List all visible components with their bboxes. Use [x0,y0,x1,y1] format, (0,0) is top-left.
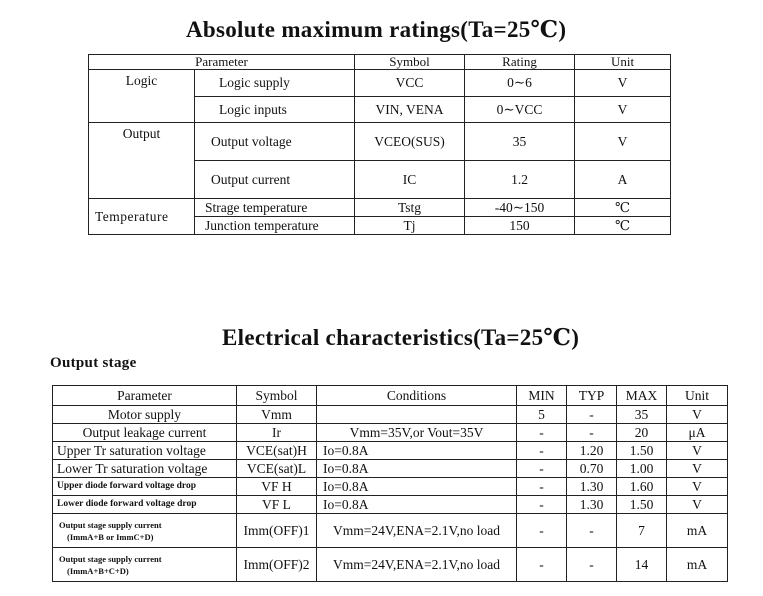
max-cell: 1.50 [617,442,667,460]
parameter-cell: Logic supply [195,70,355,97]
max-cell: 14 [617,548,667,582]
absolute-maximum-ratings-table [88,54,671,235]
symbol-cell: VF H [237,478,317,496]
table-row [53,442,728,460]
typ-cell: - [567,406,617,424]
unit-cell: V [667,460,728,478]
header-typ: TYP [567,386,617,406]
min-cell: - [517,496,567,514]
parameter-cell: Output leakage current [53,424,237,442]
min-cell: - [517,442,567,460]
typ-cell: - [567,424,617,442]
min-cell: - [517,514,567,548]
symbol-cell: Tj [355,217,465,235]
symbol-cell: Imm(OFF)1 [237,514,317,548]
symbol-cell: IC [355,161,465,199]
symbol-cell: Tstg [355,199,465,217]
electrical-characteristics-table [52,385,728,582]
rating-cell: 1.2 [465,161,575,199]
unit-cell: V [667,406,728,424]
header-min: MIN [517,386,567,406]
max-cell: 20 [617,424,667,442]
rating-cell: 0∼6 [465,70,575,97]
typ-cell: 1.30 [567,478,617,496]
table-row [53,424,728,442]
table-row [53,460,728,478]
unit-cell: V [667,442,728,460]
typ-cell: 1.30 [567,496,617,514]
symbol-cell: VCE(sat)L [237,460,317,478]
symbol-cell: Imm(OFF)2 [237,548,317,582]
symbol-cell: Vmm [237,406,317,424]
parameter-line-2: (ImmA+B+C+D) [67,565,129,576]
min-cell: - [517,424,567,442]
table-row [53,496,728,514]
symbol-cell: VCEO(SUS) [355,123,465,161]
conditions-cell: Vmm=24V,ENA=2.1V,no load [317,514,517,548]
group-temperature: Temperature [89,199,195,235]
max-cell: 7 [617,514,667,548]
header-symbol: Symbol [237,386,317,406]
typ-cell: 0.70 [567,460,617,478]
section-subtitle: Output stage [50,355,137,371]
unit-cell: μA [667,424,728,442]
conditions-cell: Vmm=24V,ENA=2.1V,no load [317,548,517,582]
symbol-cell: VCE(sat)H [237,442,317,460]
unit-cell: V [667,496,728,514]
table-row [53,548,728,582]
table-row [89,123,671,161]
parameter-cell [53,514,237,548]
parameter-line-1: Output stage supply current [59,519,162,530]
table-header-row [53,386,728,406]
header-rating: Rating [465,55,575,70]
table-header-row [89,55,671,70]
conditions-cell: Io=0.8A [317,460,517,478]
rating-cell: 0∼VCC [465,97,575,123]
parameter-cell: Junction temperature [195,217,355,235]
unit-cell: ℃ [575,217,671,235]
parameter-cell: Logic inputs [195,97,355,123]
group-logic: Logic [89,70,195,123]
parameter-cell: Motor supply [53,406,237,424]
max-cell: 1.60 [617,478,667,496]
table-row [53,478,728,496]
parameter-cell: Strage temperature [195,199,355,217]
unit-cell: V [575,123,671,161]
table-row [89,70,671,97]
parameter-line-1: Output stage supply current [59,553,162,564]
unit-cell: V [575,97,671,123]
symbol-cell: VF L [237,496,317,514]
rating-cell: 150 [465,217,575,235]
conditions-cell [317,406,517,424]
header-max: MAX [617,386,667,406]
parameter-cell: Lower diode forward voltage drop [53,496,237,514]
conditions-cell: Io=0.8A [317,496,517,514]
table-row [89,199,671,217]
header-conditions: Conditions [317,386,517,406]
symbol-cell: Ir [237,424,317,442]
unit-cell: A [575,161,671,199]
min-cell: 5 [517,406,567,424]
header-unit: Unit [667,386,728,406]
table-row [53,514,728,548]
header-parameter: Parameter [53,386,237,406]
parameter-cell: Output current [195,161,355,199]
symbol-cell: VCC [355,70,465,97]
typ-cell: - [567,514,617,548]
unit-cell: V [575,70,671,97]
rating-cell: 35 [465,123,575,161]
unit-cell: ℃ [575,199,671,217]
parameter-line-2: (ImmA+B or ImmC+D) [67,531,154,542]
conditions-cell: Vmm=35V,or Vout=35V [317,424,517,442]
rating-cell: -40∼150 [465,199,575,217]
min-cell: - [517,460,567,478]
electrical-title: Electrical characteristics(Ta=25℃) [222,325,580,350]
typ-cell: 1.20 [567,442,617,460]
unit-cell: mA [667,548,728,582]
parameter-cell: Upper diode forward voltage drop [53,478,237,496]
header-symbol: Symbol [355,55,465,70]
parameter-cell: Upper Tr saturation voltage [53,442,237,460]
unit-cell: V [667,478,728,496]
typ-cell: - [567,548,617,582]
header-unit: Unit [575,55,671,70]
conditions-cell: Io=0.8A [317,442,517,460]
max-cell: 1.00 [617,460,667,478]
parameter-cell: Output voltage [195,123,355,161]
min-cell: - [517,478,567,496]
table-row [53,406,728,424]
max-cell: 1.50 [617,496,667,514]
parameter-cell [53,548,237,582]
ratings-title: Absolute maximum ratings(Ta=25℃) [186,17,567,42]
parameter-cell: Lower Tr saturation voltage [53,460,237,478]
max-cell: 35 [617,406,667,424]
unit-cell: mA [667,514,728,548]
min-cell: - [517,548,567,582]
group-output: Output [89,123,195,199]
conditions-cell: Io=0.8A [317,478,517,496]
symbol-cell: VIN, VENA [355,97,465,123]
header-parameter: Parameter [89,55,355,70]
